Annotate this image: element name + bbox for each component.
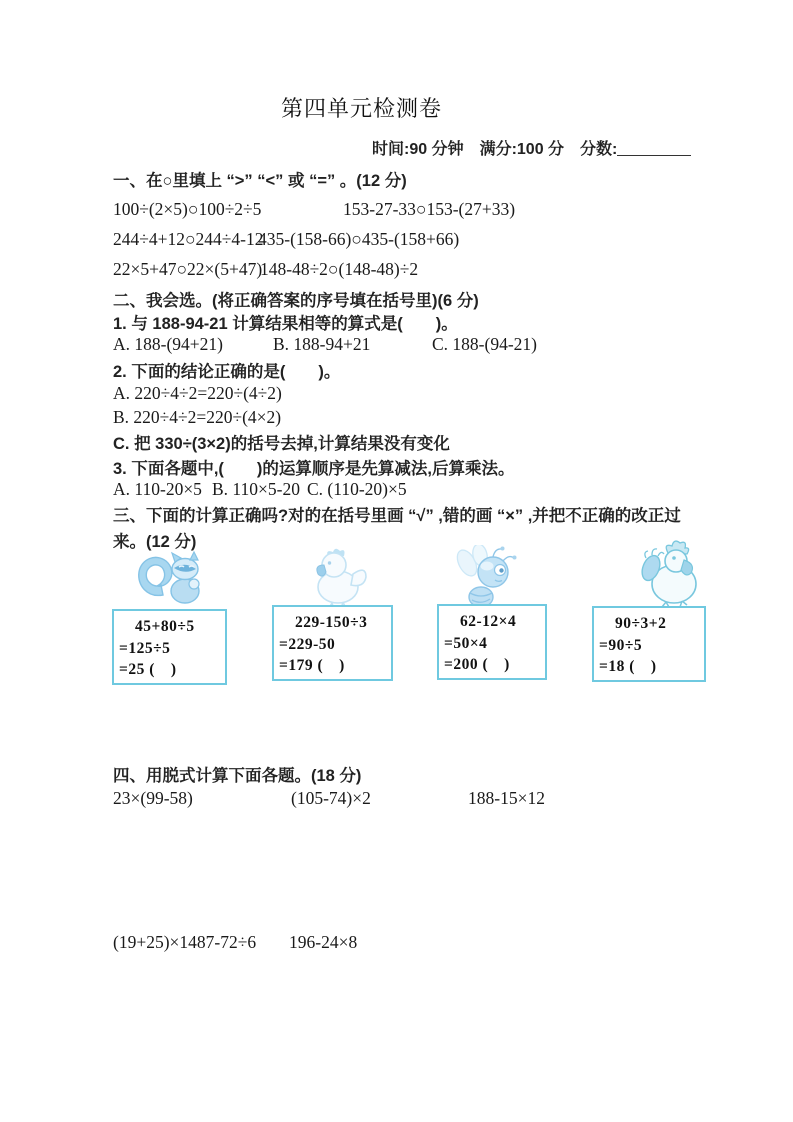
question-2: 2. 下面的结论正确的是( )。: [113, 363, 341, 381]
comparison-expression: 153-27-33○153-(27+33): [343, 199, 516, 219]
q1-option-b: B. 188-94+21: [273, 334, 371, 354]
calc-box-line: =200 ( ): [444, 656, 510, 673]
q2-option-c: C. 把 330÷(3×2)的括号去掉,计算结果没有变化: [113, 435, 450, 453]
exam-info: [372, 136, 691, 159]
section-3-header: 三、下面的计算正确吗?对的在括号里画 “√” ,错的画 “×” ,并把不正确的改正过来。(12 分): [113, 507, 681, 551]
calc-box: [112, 609, 227, 685]
section-1-header: 一、在○里填上 “>” “<” 或 “=” 。(12 分): [113, 172, 407, 190]
comparison-expression: 244÷4+12○244÷4-12: [113, 229, 264, 249]
q1-option-c: C. 188-(94-21): [432, 334, 537, 354]
calc-expression: (105-74)×2: [291, 788, 371, 808]
calc-box-line: =18 ( ): [599, 658, 657, 675]
comparison-expression: 435-(158-66)○435-(158+66): [258, 229, 460, 249]
q3-option-c: C. (110-20)×5: [307, 479, 407, 499]
q3-option-b: B. 110×5-20: [212, 479, 300, 499]
score-blank: [617, 141, 691, 156]
calc-box: [437, 604, 547, 680]
calc-box-line: 90÷3+2: [615, 615, 667, 632]
calc-box-line: =125÷5: [119, 639, 171, 657]
page-title: 第四单元检测卷: [281, 96, 443, 121]
exam-info-text: 时间:90 分钟 满分:100 分 分数:: [372, 141, 618, 158]
rooster-icon: [634, 540, 708, 613]
calc-expression: 196-24×8: [289, 932, 358, 952]
comparison-expression: 100÷(2×5)○100÷2÷5: [113, 199, 262, 219]
calc-expression: 188-15×12: [468, 788, 545, 808]
question-1: 1. 与 188-94-21 计算结果相等的算式是( )。: [113, 315, 458, 333]
calc-expression: (19+25)×1487-72÷6: [113, 932, 257, 952]
section-4-header: 四、用脱式计算下面各题。(18 分): [113, 767, 362, 785]
calc-box-line: =50×4: [444, 634, 488, 652]
comparison-expression: 22×5+47○22×(5+47): [113, 259, 263, 279]
calc-box-line: =25 ( ): [119, 661, 177, 678]
section-2-header: 二、我会选。(将正确答案的序号填在括号里)(6 分): [113, 292, 479, 310]
calc-box-line: =179 ( ): [279, 657, 345, 674]
q3-option-a: A. 110-20×5: [113, 479, 202, 499]
calc-box-line: =229-50: [279, 635, 336, 653]
comparison-expression: 148-48÷2○(148-48)÷2: [260, 259, 419, 279]
calc-box: [592, 606, 706, 682]
calc-box-line: =90÷5: [599, 636, 643, 654]
calc-box: [272, 605, 393, 681]
calc-box-line: 229-150÷3: [295, 614, 368, 631]
q2-option-b: B. 220÷4÷2=220÷(4×2): [113, 407, 282, 427]
q1-option-a: A. 188-(94+21): [113, 334, 223, 354]
calc-box-line: 62-12×4: [460, 613, 517, 630]
question-3: 3. 下面各题中,( )的运算顺序是先算减法,后算乘法。: [113, 460, 515, 478]
calc-expression: 23×(99-58): [113, 788, 193, 808]
q2-option-a: A. 220÷4÷2=220÷(4÷2): [113, 383, 282, 403]
calc-box-line: 45+80÷5: [135, 618, 195, 635]
squirrel-icon: [133, 551, 211, 616]
